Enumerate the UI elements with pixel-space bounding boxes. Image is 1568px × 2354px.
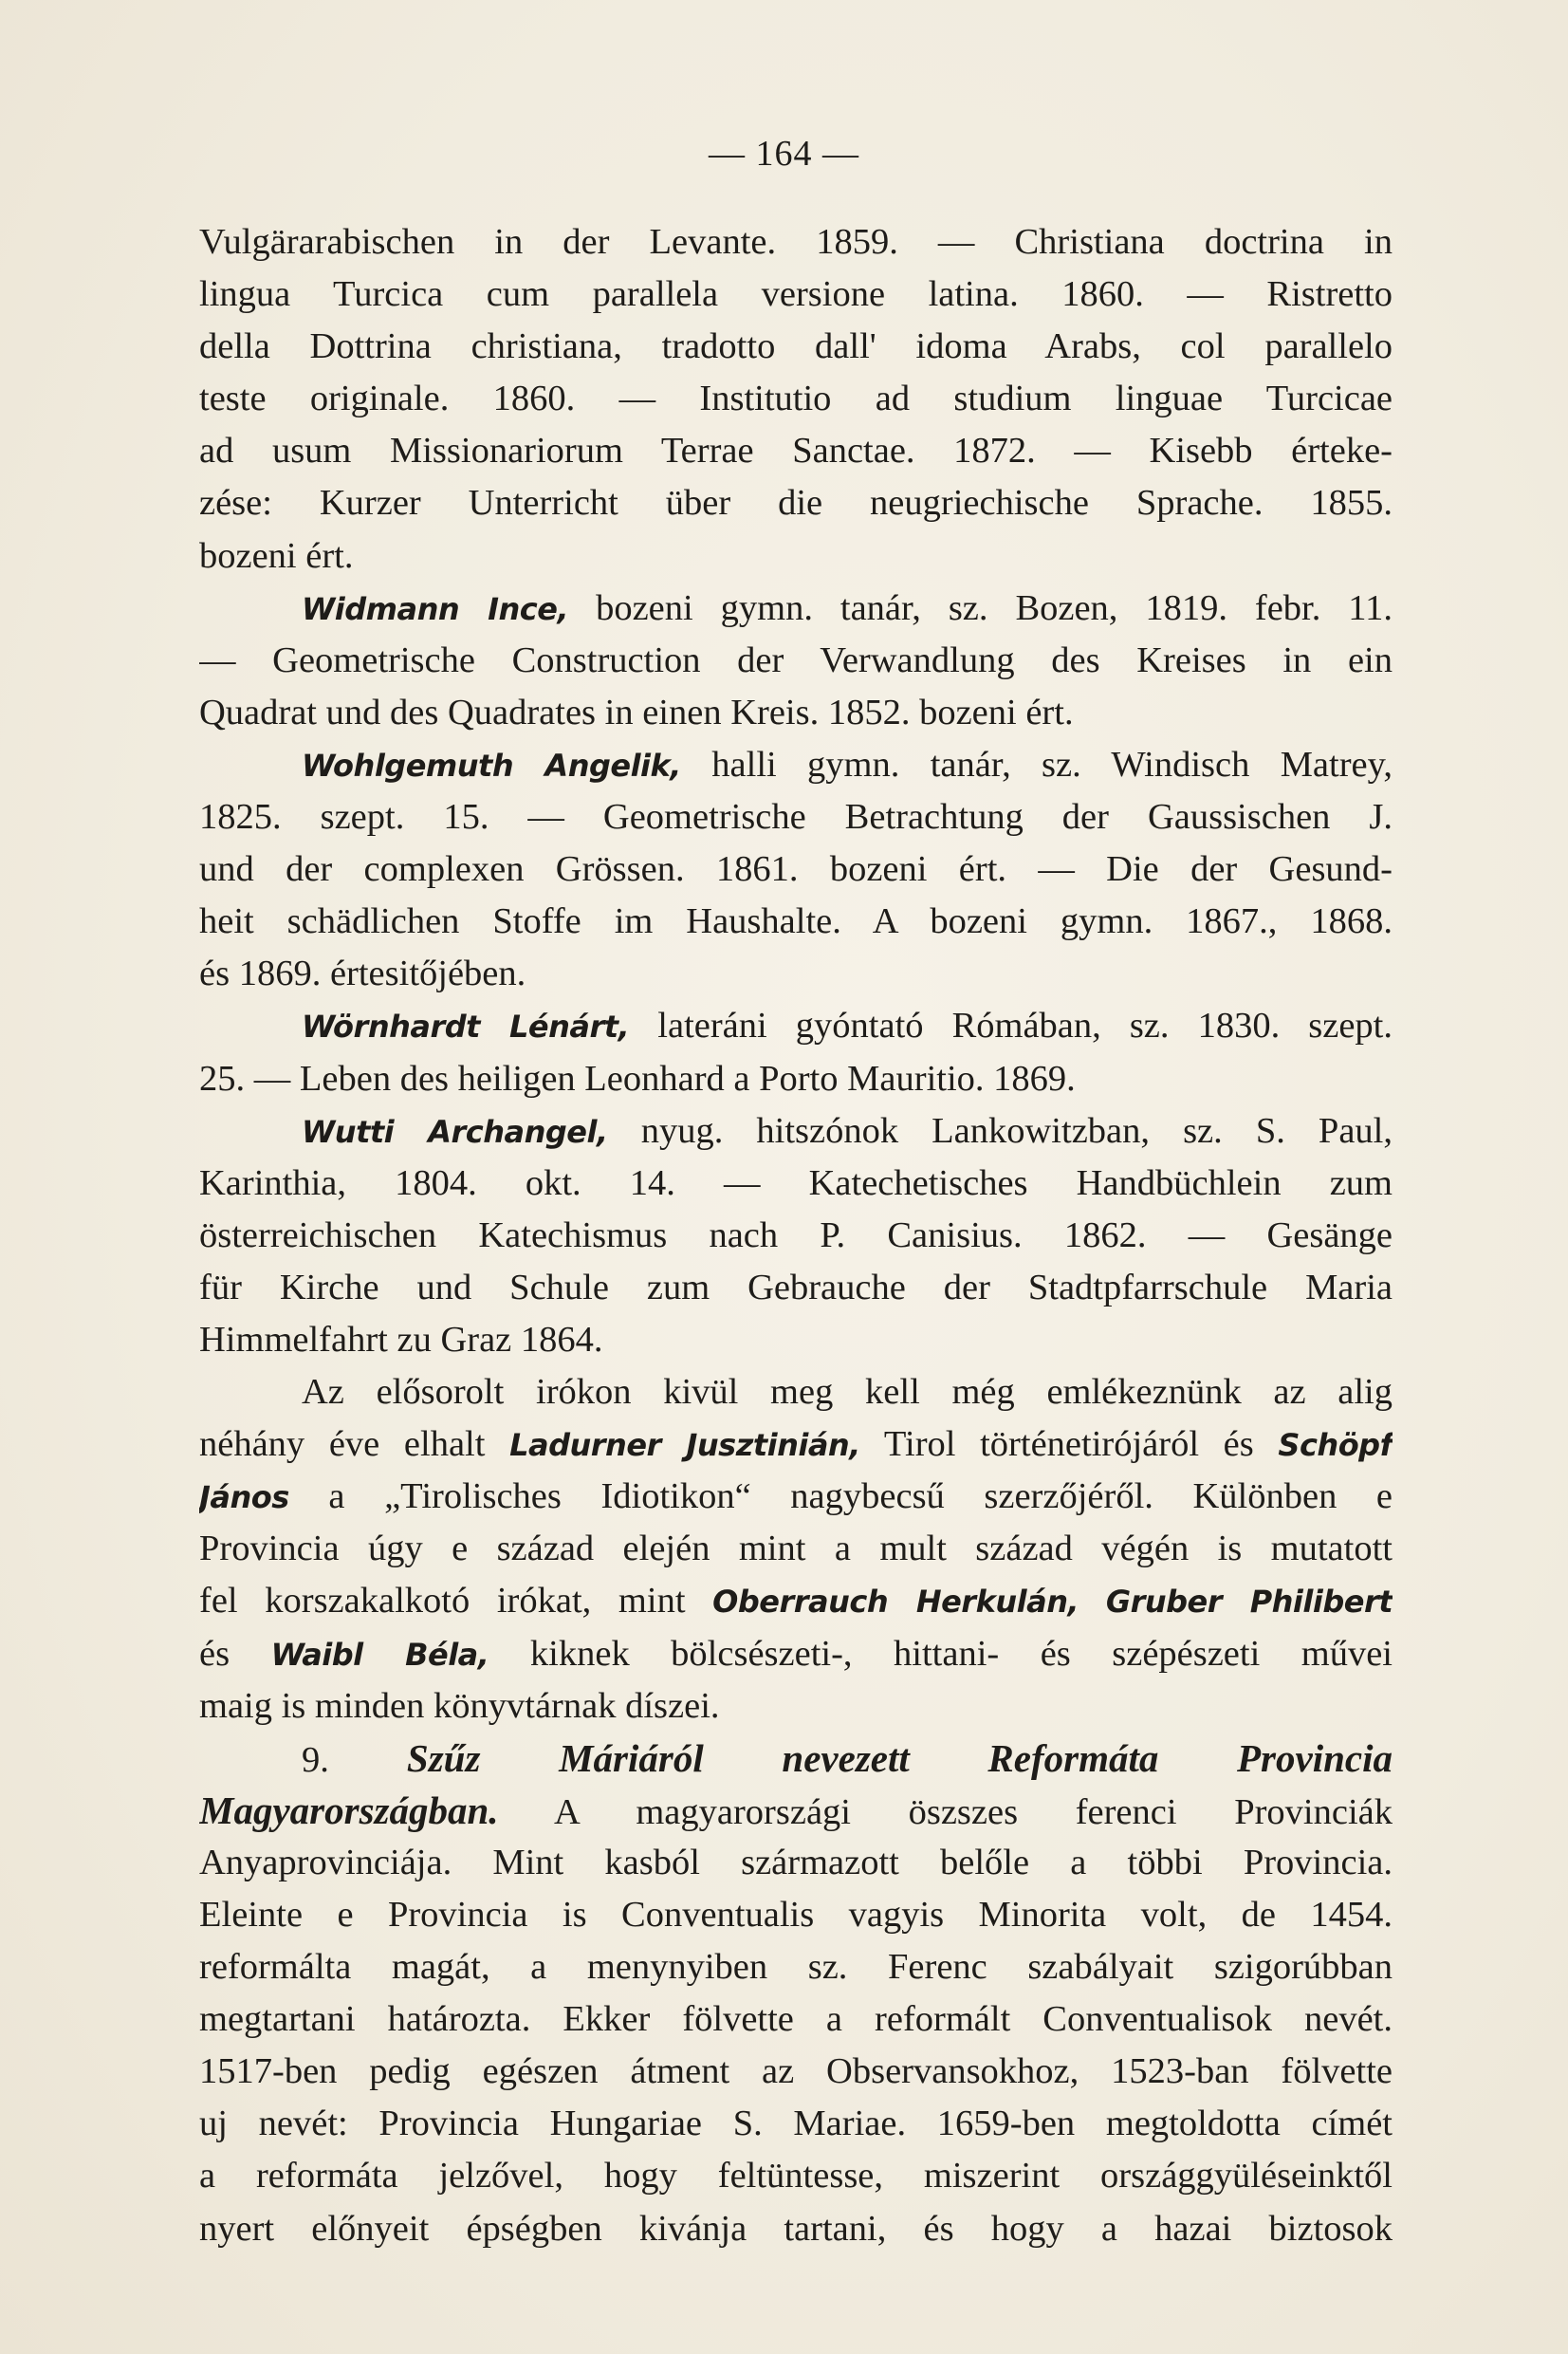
text-segment: 9. bbox=[302, 1739, 407, 1780]
text-segment: ad usum Missionariorum Terrae Sanctae. 1872. — Kisebb érteke- bbox=[199, 431, 1393, 472]
text-line bbox=[199, 1523, 1393, 1575]
text-segment: nyert előnyeit épségben kivánja tartani, és hogy a hazai biztosok bbox=[199, 2208, 1393, 2249]
text-line bbox=[199, 583, 1393, 635]
person-name: Wutti Archangel, bbox=[302, 1113, 608, 1150]
text-segment: a reformáta jelzővel, hogy feltüntesse, miszerint országgyüléseinktől bbox=[199, 2156, 1393, 2196]
text-line bbox=[199, 1628, 1393, 1680]
text-segment: Himmelfahrt zu Graz 1864. bbox=[199, 1319, 603, 1360]
text-segment: fel korszakalkotó irókat, mint bbox=[199, 1581, 713, 1622]
text-line bbox=[199, 2046, 1393, 2098]
text-line bbox=[199, 1471, 1393, 1523]
text-line bbox=[199, 530, 1393, 583]
text-segment: bozeni ért. bbox=[199, 535, 354, 576]
text-line bbox=[199, 2150, 1393, 2202]
text-line bbox=[199, 477, 1393, 529]
text-line bbox=[199, 791, 1393, 843]
section-heading: Magyarországban. bbox=[199, 1788, 499, 1832]
text-line bbox=[199, 739, 1393, 791]
text-segment: 25. — Leben des heiligen Leonhard a Porto Mauritio. 1869. bbox=[199, 1058, 1076, 1099]
text-segment: néhány éve elhalt bbox=[199, 1424, 510, 1465]
text-segment: Quadrat und des Quadrates in einen Kreis. 1852. bozeni ért. bbox=[199, 692, 1074, 732]
person-name: Wörnhardt Lénárt, bbox=[302, 1009, 630, 1046]
text-segment: és 1869. értesitőjében. bbox=[199, 954, 526, 994]
text-line bbox=[199, 1210, 1393, 1262]
text-segment: für Kirche und Schule zum Gebrauche der Stadtpfarrschule Maria bbox=[199, 1267, 1393, 1307]
text-segment: kiknek bölcsészeti-, hittani- és szépészeti művei bbox=[489, 1633, 1393, 1674]
text-segment: Tirol történetirójáról és bbox=[859, 1424, 1279, 1465]
page-number: — 164 — bbox=[709, 134, 859, 174]
text-line bbox=[199, 843, 1393, 896]
text-segment: österreichischen Katechismus nach P. Canisius. 1862. — Gesänge bbox=[199, 1214, 1393, 1255]
text-segment: uj nevét: Provincia Hungariae S. Mariae. 1659-ben megtoldotta címét bbox=[199, 2104, 1393, 2144]
text-segment: Karinthia, 1804. okt. 14. — Katechetisches Handbüchlein zum bbox=[199, 1162, 1393, 1203]
text-line bbox=[199, 1993, 1393, 2046]
text-segment: reformálta magát, a menynyiben sz. Ferenc szabályait szigorúbban bbox=[199, 1947, 1393, 1988]
text-line bbox=[199, 635, 1393, 687]
text-segment: és bbox=[199, 1633, 271, 1674]
text-segment: Anyaprovinciája. Mint kasból származott belőle a többi Provincia. bbox=[199, 1842, 1393, 1882]
text-line bbox=[199, 373, 1393, 425]
person-name: Gruber Philibert bbox=[1105, 1584, 1393, 1621]
text-segment: nyug. hitszónok Lankowitzban, sz. S. Paul, bbox=[607, 1110, 1393, 1151]
text-line bbox=[199, 2098, 1393, 2150]
person-name: Widmann Ince, bbox=[302, 590, 569, 627]
text-segment: — Geometrische Construction der Verwandlung des Kreises in ein bbox=[199, 639, 1393, 680]
text-line bbox=[199, 2203, 1393, 2255]
person-name: Ladurner Jusztinián, bbox=[509, 1427, 860, 1464]
text-segment: 1825. szept. 15. — Geometrische Betrachtung der Gaussischen J. bbox=[199, 797, 1393, 838]
text-line bbox=[199, 1262, 1393, 1314]
text-line bbox=[199, 1733, 1393, 1785]
text-segment: Provincia úgy e század elején mint a mult század végén is mutatott bbox=[199, 1529, 1393, 1569]
text-segment: bozeni gymn. tanár, sz. Bozen, 1819. febr. 11. bbox=[568, 587, 1393, 628]
text-line bbox=[199, 1575, 1393, 1627]
text-line bbox=[199, 269, 1393, 321]
text-line bbox=[199, 1785, 1393, 1837]
text-segment: lingua Turcica cum parallela versione latina. 1860. — Ristretto bbox=[199, 274, 1393, 315]
text-line bbox=[199, 321, 1393, 373]
text-segment: megtartani határozta. Ekker fölvette a reformált Conventualisok nevét. bbox=[199, 1999, 1393, 2040]
text-line bbox=[199, 1000, 1393, 1052]
text-segment: lateráni gyóntató Rómában, sz. 1830. szept. bbox=[629, 1006, 1393, 1047]
body-text bbox=[199, 216, 1393, 2255]
text-segment: maig is minden könyvtárnak díszei. bbox=[199, 1685, 720, 1726]
text-segment bbox=[1079, 1581, 1106, 1621]
text-segment: halli gymn. tanár, sz. Windisch Matrey, bbox=[680, 744, 1393, 785]
text-line bbox=[199, 1418, 1393, 1471]
section-heading: Szűz Máriáról nevezett Reformáta Provincia bbox=[406, 1735, 1393, 1780]
text-line bbox=[199, 948, 1393, 1000]
text-segment: Az elősorolt irókon kivül meg kell még emlékeznünk az alig bbox=[302, 1372, 1393, 1413]
person-name: Waibl Béla, bbox=[270, 1636, 489, 1673]
text-segment: Vulgärarabischen in der Levante. 1859. — Christiana doctrina in bbox=[199, 222, 1393, 262]
text-line bbox=[199, 1837, 1393, 1889]
person-name: Wohlgemuth Angelik, bbox=[302, 747, 681, 784]
text-segment: 1517-ben pedig egészen átment az Observansokhoz, 1523-ban fölvette bbox=[199, 2051, 1393, 2092]
text-line bbox=[199, 1941, 1393, 1993]
text-line bbox=[199, 1680, 1393, 1733]
text-line bbox=[199, 216, 1393, 269]
text-line bbox=[199, 425, 1393, 477]
text-segment: della Dottrina christiana, tradotto dall' idoma Arabs, col parallelo bbox=[199, 326, 1393, 367]
text-segment: heit schädlichen Stoffe im Haushalte. A bozeni gymn. 1867., 1868. bbox=[199, 901, 1393, 942]
text-segment: zése: Kurzer Unterricht über die neugriechische Sprache. 1855. bbox=[199, 483, 1393, 524]
text-segment: Eleinte e Provincia is Conventualis vagyis Minorita volt, de 1454. bbox=[199, 1895, 1393, 1935]
text-line bbox=[199, 1105, 1393, 1158]
text-segment: A magyarországi öszszes ferenci Provinciák bbox=[498, 1791, 1393, 1832]
text-segment: teste originale. 1860. — Institutio ad studium linguae Turcicae bbox=[199, 379, 1393, 419]
text-segment: und der complexen Grössen. 1861. bozeni ért. — Die der Gesund- bbox=[199, 849, 1393, 890]
text-line bbox=[199, 1366, 1393, 1418]
text-line bbox=[199, 1314, 1393, 1366]
person-name: Schöpf bbox=[1278, 1427, 1393, 1464]
person-name: Oberrauch Herkulán, bbox=[712, 1584, 1079, 1621]
text-line bbox=[199, 1053, 1393, 1105]
text-line bbox=[199, 896, 1393, 948]
person-name: János bbox=[199, 1479, 289, 1516]
text-segment: a „Tirolisches Idiotikon“ nagybecsű szerzőjéről. Különben e bbox=[288, 1476, 1393, 1517]
text-line bbox=[199, 1889, 1393, 1941]
text-line bbox=[199, 687, 1393, 739]
text-line bbox=[199, 1158, 1393, 1210]
